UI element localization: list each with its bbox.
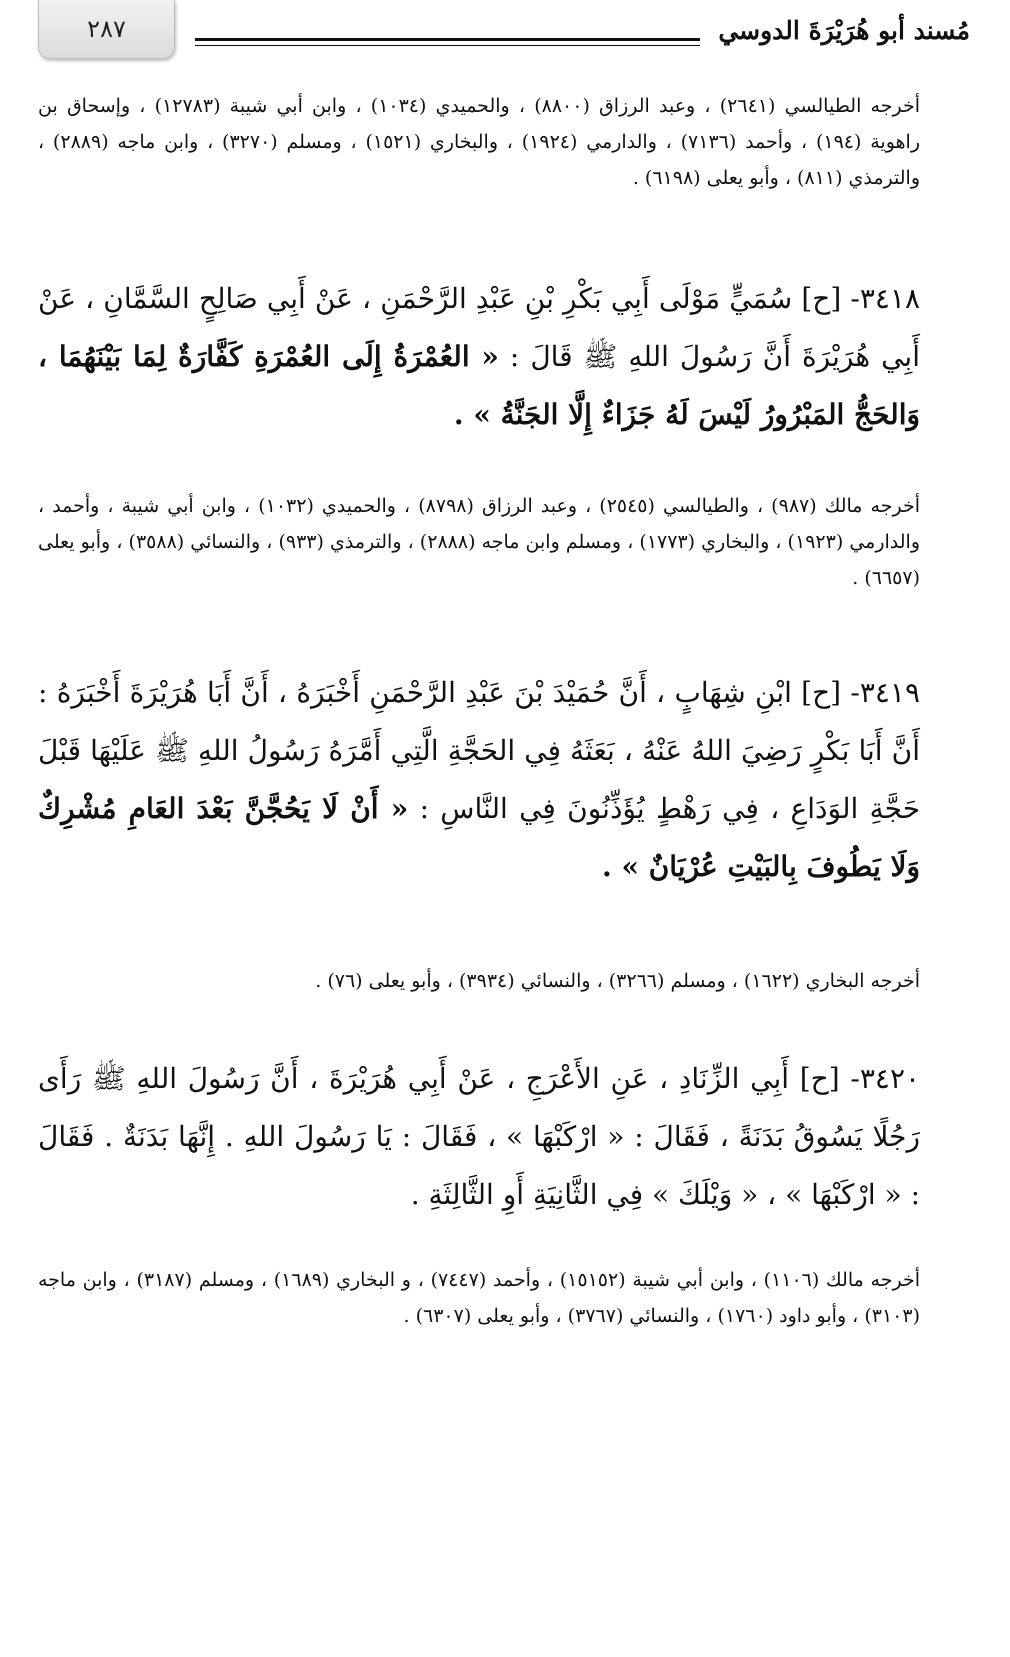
reference-paragraph: [38, 88, 920, 196]
hadith-isnad: [ح] أَبِي الزِّنَادِ ، عَنِ الأَعْرَجِ ، عَنْ أَبِي هُرَيْرَةَ ، أَنَّ رَسُولَ اللهِ ﷺ رَأَى رَجُلًا يَسُوقُ بَدَنَةً ، فَقَالَ : « ارْكَبْهَا » ، فَقَالَ : يَا رَسُولَ اللهِ . إِنَّهَا بَدَنَةٌ . فَقَالَ : « ارْكَبْهَا » ، « وَيْلَكَ » فِي الثَّانِيَةِ أَوِ الثَّالِثَةِ .: [38, 1062, 920, 1211]
reference-text: أخرجه مالك (١١٠٦) ، وابن أبي شيبة (١٥١٥٢) ، وأحمد (٧٤٤٧) ، و البخاري (١٦٨٩) ، ومسلم (٣١٨٧) ، وابن ماجه (٣١٠٣) ، وأبو داود (١٧٦٠) ، والنسائي (٣٧٦٧) ، وأبو يعلى (٦٣٠٧) .: [38, 1269, 920, 1327]
page-number: ٢٨٧: [87, 15, 126, 43]
hadith-paragraph: [38, 1050, 920, 1224]
reference-text: أخرجه مالك (٩٨٧) ، والطيالسي (٢٥٤٥) ، وعبد الرزاق (٨٧٩٨) ، والحميدي (١٠٣٢) ، وابن أبي شيبة ، وأحمد ، والدارمي (١٩٢٣) ، والبخاري (١٧٧٣) ، ومسلم وابن ماجه (٢٨٨٨) ، والترمذي (٩٣٣) ، والنسائي (٣٥٨٨) ، وأبو يعلى (٦٦٥٧) .: [38, 495, 921, 589]
hadith-isnad: [ح] سُمَيٍّ مَوْلَى أَبِي بَكْرِ بْنِ عَبْدِ الرَّحْمَنِ ، عَنْ أَبِي صَالِحٍ السَّمَّانِ ، عَنْ أَبِي هُرَيْرَةَ أَنَّ رَسُولَ اللهِ ﷺ قَالَ :: [38, 282, 920, 373]
running-title: مُسند أبو هُرَيْرَةَ الدوسي: [718, 16, 970, 45]
header-rule: [195, 38, 700, 41]
reference-text: أخرجه البخاري (١٦٢٢) ، ومسلم (٣٢٦٦) ، والنسائي (٣٩٣٤) ، وأبو يعلى (٧٦) .: [315, 970, 920, 992]
hadith-paragraph: [38, 270, 920, 444]
hadith-paragraph: [38, 664, 920, 896]
page-number-tab: [38, 0, 175, 59]
hadith-number: ٣٤٢٠-: [850, 1062, 921, 1095]
reference-paragraph: [38, 963, 920, 999]
hadith-number: ٣٤١٨-: [850, 282, 920, 315]
hadith-matn: « العُمْرَةُ إِلَى العُمْرَةِ كَفَّارَةٌ لِمَا بَيْنَهُمَا ، وَالحَجُّ المَبْرُورُ لَيْسَ لَهُ جَزَاءٌ إِلَّا الجَنَّةُ » .: [38, 340, 920, 431]
page-header: [0, 0, 1010, 70]
reference-paragraph: [38, 1262, 920, 1334]
hadith-isnad: [ح] ابْنِ شِهَابٍ ، أَنَّ حُمَيْدَ بْنَ عَبْدِ الرَّحْمَنِ أَخْبَرَهُ ، أَنَّ أَبَا هُرَيْرَةَ أَخْبَرَهُ : أَنَّ أَبَا بَكْرٍ رَضِيَ اللهُ عَنْهُ ، بَعَثَهُ فِي الحَجَّةِ الَّتِي أَمَّرَهُ رَسُولُ اللهِ ﷺ عَلَيْهَا قَبْلَ حَجَّةِ الوَدَاعِ ، فِي رَهْطٍ يُؤَذِّنُونَ فِي النَّاسِ :: [38, 676, 920, 825]
header-rule-thin: [195, 45, 700, 46]
reference-paragraph: [38, 488, 920, 596]
hadith-number: ٣٤١٩-: [850, 676, 920, 709]
hadith-matn: « أَنْ لَا يَحُجَّنَّ بَعْدَ العَامِ مُشْرِكٌ وَلَا يَطُوفَ بِالبَيْتِ عُرْيَانٌ » .: [38, 792, 920, 883]
reference-text: أخرجه الطيالسي (٢٦٤١) ، وعبد الرزاق (٨٨٠٠) ، والحميدي (١٠٣٤) ، وابن أبي شيبة (١٢٧٨٣) ، وإسحاق بن راهوية (١٩٤) ، وأحمد (٧١٣٦) ، والدارمي (١٩٢٤) ، والبخاري (١٥٢١) ، ومسلم (٣٢٧٠) ، وابن ماجه (٢٨٨٩) ، والترمذي (٨١١) ، وأبو يعلى (٦١٩٨) .: [38, 95, 920, 189]
